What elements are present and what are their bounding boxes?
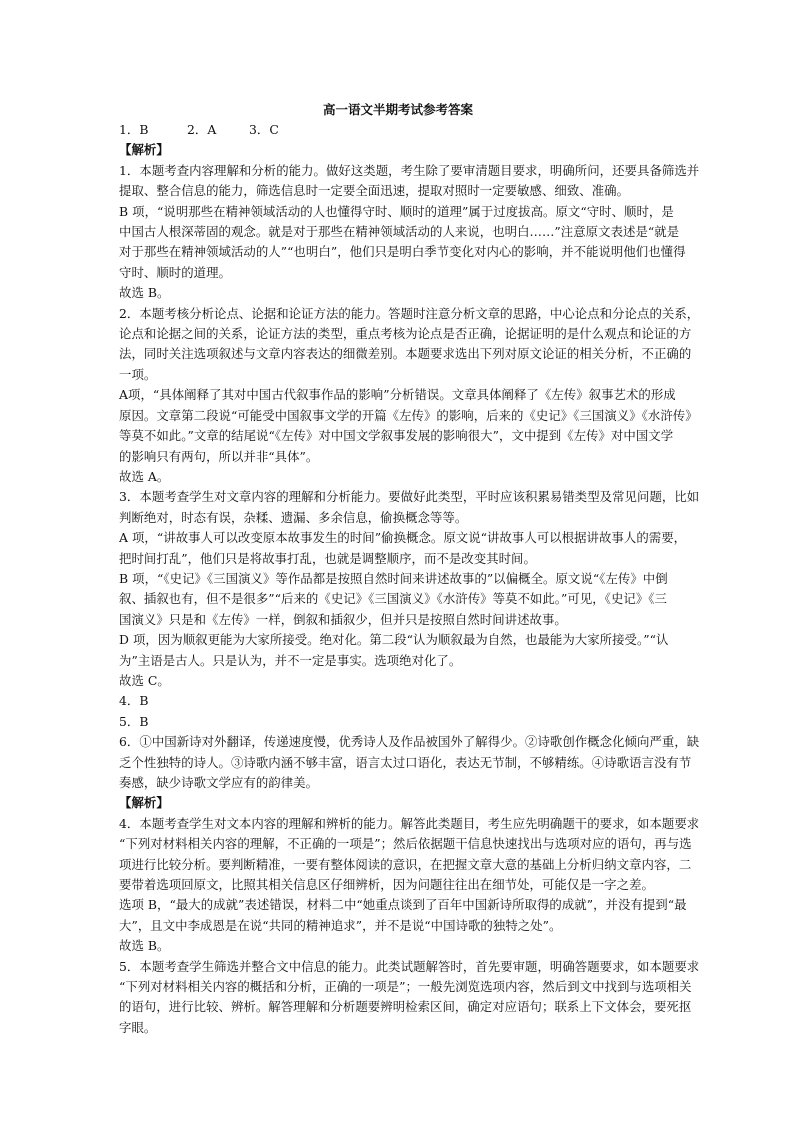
text-line: 叙、插叙也有，但不是很多”“后来的《史记》《三国演义》《水浒传》等莫不如此。”可见，《史记》《三: [119, 591, 667, 607]
text-line: 奏感，缺少诗歌文学应有的韵律美。: [119, 775, 319, 790]
answers-row-1-3: [119, 120, 677, 140]
text-line: 把时间打乱”，他们只是将故事打乱，也就是调整顺序，而不是改变其时间。: [119, 550, 536, 566]
text-line: 3．本题考查学生对文章内容的理解和分析能力。要做好此类型，平时应该积累易错类型及常见问题，比如: [119, 489, 700, 505]
analysis-heading: 【解析】: [119, 795, 169, 811]
text-line: 故选 C。: [119, 672, 170, 688]
text-line: 等莫不如此。”文章的结尾说“《左传》对中国文学叙事发展的影响很大”，文中提到《左传》对中国文学: [119, 428, 674, 444]
text-line: 要带着选项回原文，比照其相关信息区仔细辨析，因为问题往往出在细节处，可能仅是一字之差。: [119, 877, 654, 893]
text-line: 故选 B。: [119, 285, 170, 301]
answer-3: 3．C: [249, 122, 279, 137]
answer-body: [119, 140, 700, 1038]
text-line: B 项，“《史记》《三国演义》等作品都是按照自然时间来讲述故事的”以偏概全。原文说“《左传》中倒: [119, 570, 668, 586]
text-line: 的语句，进行比较、辨析。解答理解和分析题要辨明检索区间，确定对应语句；联系上下文体会，要死抠: [119, 999, 692, 1015]
text-line: 法，同时关注选项叙述与文章内容表达的细微差别。本题要求选出下列对原文论证的相关分析，不正确的: [119, 346, 692, 362]
text-line: 6．①中国新诗对外翻译，传递速度慢，优秀诗人及作品被国外了解得少。②诗歌创作概念化倾向严重，缺: [119, 734, 700, 750]
answer-1: 1．B: [119, 122, 149, 137]
text-line: 选项 B，“最大的成就”表述错误，材料二中“她重点谈到了百年中国新诗所取得的成就”，并没有提到“最: [119, 897, 687, 913]
text-line: 字眼。: [119, 1019, 157, 1035]
text-line: “下列对材料相关内容的概括和分析，正确的一项是”；一般先浏览选项内容，然后到文中找到与选项相关: [119, 979, 692, 995]
text-line: A项，“具体阐释了其对中国古代叙事作品的影响”分析错误。文章具体阐释了《左传》叙事艺术的形成: [119, 387, 676, 403]
text-line: 2．本题考核分析论点、论据和论证方法的能力。答题时注意分析文章的思路，中心论点和分论点的关系，: [119, 305, 700, 321]
text-line: 的影响只有两句，所以并非“具体”。: [119, 448, 319, 464]
text-line: 乏个性独特的诗人。③诗歌内涵不够丰富，语言太过口语化，表达无节制，不够精练。④诗歌语言没有节: [119, 754, 692, 770]
text-line: 项进行比较分析。要判断精准，一要有整体阅读的意识，在把握文章大意的基础上分析归纳文章内容，二: [119, 856, 692, 872]
text-line: 大”，且文中李成恩是在说“共同的精神追求”，并不是说“中国诗歌的独特之处”。: [119, 917, 562, 933]
text-line: D 项，因为顺叙更能为大家所接受。绝对化。第二段“认为顺叙最为自然，也最能为大家所接受。”“认: [119, 632, 669, 648]
text-line: 论点和论据之间的关系，论证方法的类型，重点考核为论点是否正确，论据证明的是什么观点和论证的方: [119, 326, 692, 342]
text-line: A 项，“讲故事人可以改变原本故事发生的时间”偷换概念。原文说“讲故事人可以根据讲故事人的需要，: [119, 530, 687, 546]
text-line: 提取、整合信息的能力，筛选信息时一定要全面迅速，提取对照时一定要敏感、细致、准确。: [119, 183, 630, 199]
answer-key-page: [119, 101, 700, 1038]
text-line: 守时、顺时的道理。: [119, 264, 231, 280]
text-line: “下列对材料相关内容的理解，不正确的一项是”；然后依据题干信息快速找出与选项对应的语句，再与选: [119, 836, 692, 852]
text-line: 为”主语是古人。只是认为，并不一定是事实。选项绝对化了。: [119, 652, 462, 668]
text-line: 中国古人根深蒂固的观念。就是对于那些在精神领域活动的人来说，也明白……”注意原文表述是“就是: [119, 224, 680, 240]
text-line: 一项。: [119, 366, 157, 382]
text-line: 4．本题考查学生对文本内容的理解和辨析的能力。解答此类题目，考生应先明确题干的要求，如本题要求: [119, 815, 700, 831]
text-line: 5．本题考查学生筛选并整合文中信息的能力。此类试题解答时，首先要审题，明确答题要求，如本题要求: [119, 958, 700, 974]
text-line: 对于那些在精神领域活动的人”“也明白”，他们只是明白季节变化对内心的影响，并不能说明他们也懂得: [119, 244, 686, 260]
text-line: 4．B: [119, 693, 149, 709]
page-title: 高一语文半期考试参考答案: [322, 102, 473, 117]
text-line: 故选 B。: [119, 938, 170, 954]
text-line: 故选 A。: [119, 468, 170, 484]
text-line: 1．本题考查内容理解和分析的能力。做好这类题，考生除了要审清题目要求，明确所问，还要具备筛选并: [119, 162, 700, 178]
text-line: 国演义》只是和《左传》一样，倒叙和插叙少，但并只是按照自然时间讲述故事。: [119, 611, 567, 627]
text-line: B 项，“说明那些在精神领域活动的人也懂得守时、顺时的道理”属于过度拔高。原文“守时、顺时，是: [119, 203, 674, 219]
text-line: 原因。文章第二段说“可能受中国叙事文学的开篇《左传》的影响，后来的《史记》《三国演义》《水浒传》: [119, 407, 698, 423]
text-line: 判断绝对，时态有误，杂糅、遗漏、多余信息，偷换概念等等。: [119, 509, 468, 525]
text-line: 5．B: [119, 713, 149, 729]
answer-2: 2．A: [187, 122, 217, 137]
analysis-heading: 【解析】: [119, 142, 169, 158]
